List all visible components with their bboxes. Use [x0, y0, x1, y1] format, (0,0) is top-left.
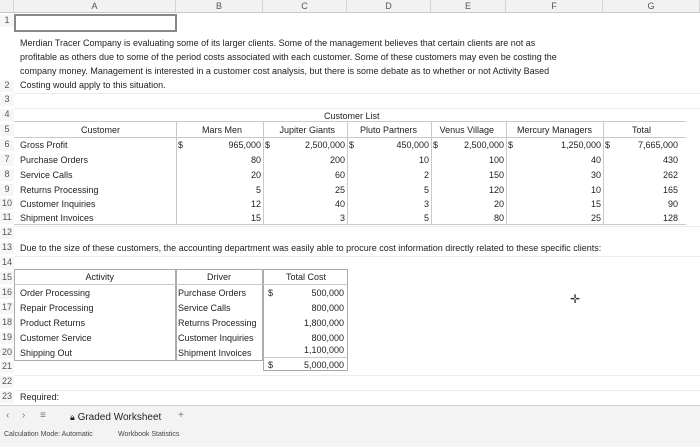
gridline [14, 375, 700, 376]
currency-symbol: $ [349, 140, 355, 150]
next-sheet-icon[interactable]: › [22, 410, 26, 421]
table-cell: 80 [493, 213, 504, 223]
total-header: Total [631, 125, 651, 135]
table-cell-total: 128 [662, 213, 678, 223]
currency-symbol: $ [433, 140, 439, 150]
note-text: Due to the size of these customers, the accounting department was easily able to procure cost information directly related to these specific clients: [20, 243, 602, 253]
table-cell: 15 [250, 213, 261, 223]
driver-name: Returns Processing [178, 318, 257, 328]
row-label: Purchase Orders [20, 155, 89, 165]
total-cost-header: Total Cost [286, 272, 327, 282]
row-header-15[interactable]: 15 [1, 272, 12, 282]
row-header-9[interactable]: 9 [0, 184, 14, 196]
table-cell: 2 [423, 170, 429, 180]
sheet-tab-graded-worksheet[interactable] [66, 409, 165, 425]
row-label: Gross Profit [20, 140, 68, 150]
col-header-c[interactable]: C [263, 0, 347, 13]
table-cell: 30 [590, 170, 601, 180]
table-cell: 965,000 [228, 140, 261, 150]
cost-cell: 800,000 [311, 333, 344, 343]
gridline [14, 256, 700, 257]
select-all-corner[interactable] [0, 0, 14, 13]
table-cell: 25 [590, 213, 601, 223]
table-cell: 200 [329, 155, 345, 165]
table-cell: 20 [250, 170, 261, 180]
row-header-17[interactable]: 17 [1, 302, 12, 312]
table-cell-total: 7,665,000 [637, 140, 678, 150]
row-header-7[interactable]: 7 [0, 154, 14, 166]
table-border [263, 357, 348, 358]
table-cell-total: 90 [667, 199, 678, 209]
row-header-14[interactable]: 14 [1, 257, 12, 267]
row-header-18[interactable]: 18 [1, 317, 12, 327]
row-header-1[interactable]: 1 [0, 15, 14, 27]
gridline [14, 226, 700, 227]
driver-header: Driver [207, 272, 231, 282]
table-cell: 80 [250, 155, 261, 165]
col-header-b[interactable]: B [176, 0, 263, 13]
row-header-10[interactable]: 10 [1, 198, 12, 208]
activity-header: Activity [85, 272, 114, 282]
row-header-3[interactable]: 3 [0, 94, 14, 106]
gridline [14, 93, 700, 94]
lock-icon: 🔒︎ [70, 412, 75, 422]
row-header-22[interactable]: 22 [1, 376, 12, 386]
currency-symbol: $ [508, 140, 514, 150]
row-header-20[interactable]: 20 [1, 347, 12, 357]
table-cell: 2,500,000 [463, 140, 504, 150]
table-cell-total: 165 [662, 185, 678, 195]
col-header-d[interactable]: D [347, 0, 431, 13]
cost-cell: 500,000 [311, 288, 344, 298]
row-header-2[interactable]: 2 [0, 80, 14, 92]
table-cell: 1,250,000 [560, 140, 601, 150]
currency-symbol: $ [268, 288, 274, 298]
driver-name: Purchase Orders [178, 288, 247, 298]
driver-name: Customer Inquiries [178, 333, 254, 343]
row-label: Service Calls [20, 170, 73, 180]
row-header-19[interactable]: 19 [1, 332, 12, 342]
row-header-21[interactable]: 21 [1, 361, 12, 371]
table-cell: 15 [590, 199, 601, 209]
customer-name-2: Jupiter Giants [279, 125, 335, 135]
cell-cursor-icon: ✛ [570, 292, 581, 306]
customer-name-3: Pluto Partners [359, 125, 417, 135]
customer-name-4: Venus Village [439, 125, 494, 135]
row-header-4[interactable]: 4 [0, 109, 14, 121]
table-cell: 3 [339, 213, 345, 223]
table-cell: 2,500,000 [304, 140, 345, 150]
row-label: Shipment Invoices [20, 213, 94, 223]
table-cell: 450,000 [396, 140, 429, 150]
table-cell: 40 [334, 199, 345, 209]
table-cell: 150 [488, 170, 504, 180]
table-border [14, 224, 686, 225]
row-label: Customer Inquiries [20, 199, 96, 209]
prev-sheet-icon[interactable]: ‹ [6, 410, 10, 421]
customer-list-title: Customer List [324, 111, 380, 121]
col-header-f[interactable]: F [506, 0, 603, 13]
row-header-23[interactable]: 23 [1, 391, 12, 401]
gridline [14, 108, 700, 109]
table-cell: 10 [418, 155, 429, 165]
table-border [14, 284, 348, 285]
activity-name: Product Returns [20, 318, 86, 328]
table-cell: 5 [255, 185, 261, 195]
table-cell: 12 [250, 199, 261, 209]
currency-symbol: $ [605, 140, 611, 150]
total-cost-cell: 5,000,000 [303, 360, 344, 370]
col-header-e[interactable]: E [431, 0, 506, 13]
cost-cell: 800,000 [311, 303, 344, 313]
table-cell: 120 [488, 185, 504, 195]
col-header-a[interactable]: A [14, 0, 176, 13]
customer-name-1: Mars Men [201, 125, 242, 135]
currency-symbol: $ [268, 360, 274, 370]
gridline [14, 390, 700, 391]
row-header-11[interactable]: 11 [0, 212, 14, 224]
sheet-bar [0, 405, 700, 447]
driver-name: Service Calls [178, 303, 231, 313]
row-header-8[interactable]: 8 [0, 169, 14, 181]
activity-name: Shipping Out [20, 348, 73, 358]
activity-name: Repair Processing [20, 303, 94, 313]
table-cell: 60 [334, 170, 345, 180]
customer-name-5: Mercury Managers [516, 125, 592, 135]
table-cell-total: 430 [662, 155, 678, 165]
intro-line-3: company money. Management is interested in a customer cost analysis, but there is some debate as to whether or not Activity Based [20, 66, 550, 76]
driver-name: Shipment Invoices [178, 348, 252, 358]
currency-symbol: $ [265, 140, 271, 150]
cost-cell: 1,800,000 [303, 318, 344, 328]
sheet-tab-label: Graded Worksheet [77, 412, 162, 423]
activity-name: Customer Service [20, 333, 92, 343]
add-sheet-icon[interactable]: + [178, 410, 184, 421]
activity-name: Order Processing [20, 288, 91, 298]
row-header-6[interactable]: 6 [0, 139, 14, 151]
table-cell: 10 [590, 185, 601, 195]
intro-line-4: Costing would apply to this situation. [20, 80, 166, 90]
selected-cell-a1[interactable] [14, 14, 177, 32]
intro-line-2: profitable as others due to some of the period costs associated with each customer. Some of these customers may even be costing the [20, 52, 557, 62]
row-label: Returns Processing [20, 185, 99, 195]
table-cell: 25 [334, 185, 345, 195]
status-workbook-stats[interactable]: Workbook Statistics [118, 431, 180, 438]
column-header-bar [0, 0, 700, 13]
table-cell-total: 262 [662, 170, 678, 180]
status-calc-mode: Calculation Mode: Automatic [4, 431, 93, 438]
table-cell: 20 [493, 199, 504, 209]
table-cell: 5 [423, 185, 429, 195]
row-header-13[interactable]: 13 [1, 242, 12, 252]
table-cell: 5 [423, 213, 429, 223]
row-header-12[interactable]: 12 [1, 227, 12, 237]
table-cell: 100 [488, 155, 504, 165]
table-border [14, 137, 686, 138]
currency-symbol: $ [178, 140, 184, 150]
col-header-g[interactable]: G [603, 0, 700, 13]
intro-line-1: Merdian Tracer Company is evaluating some of its larger clients. Some of the management believes that certain clients are not as [20, 38, 536, 48]
cost-cell: 1,100,000 [303, 345, 344, 355]
table-cell: 40 [590, 155, 601, 165]
row-header-5[interactable]: 5 [0, 124, 14, 136]
customer-header: Customer [80, 125, 120, 135]
required-label: Required: [20, 392, 60, 402]
table-cell: 3 [423, 199, 429, 209]
row-header-16[interactable]: 16 [1, 287, 12, 297]
sheet-list-icon[interactable]: ≡ [40, 410, 46, 421]
